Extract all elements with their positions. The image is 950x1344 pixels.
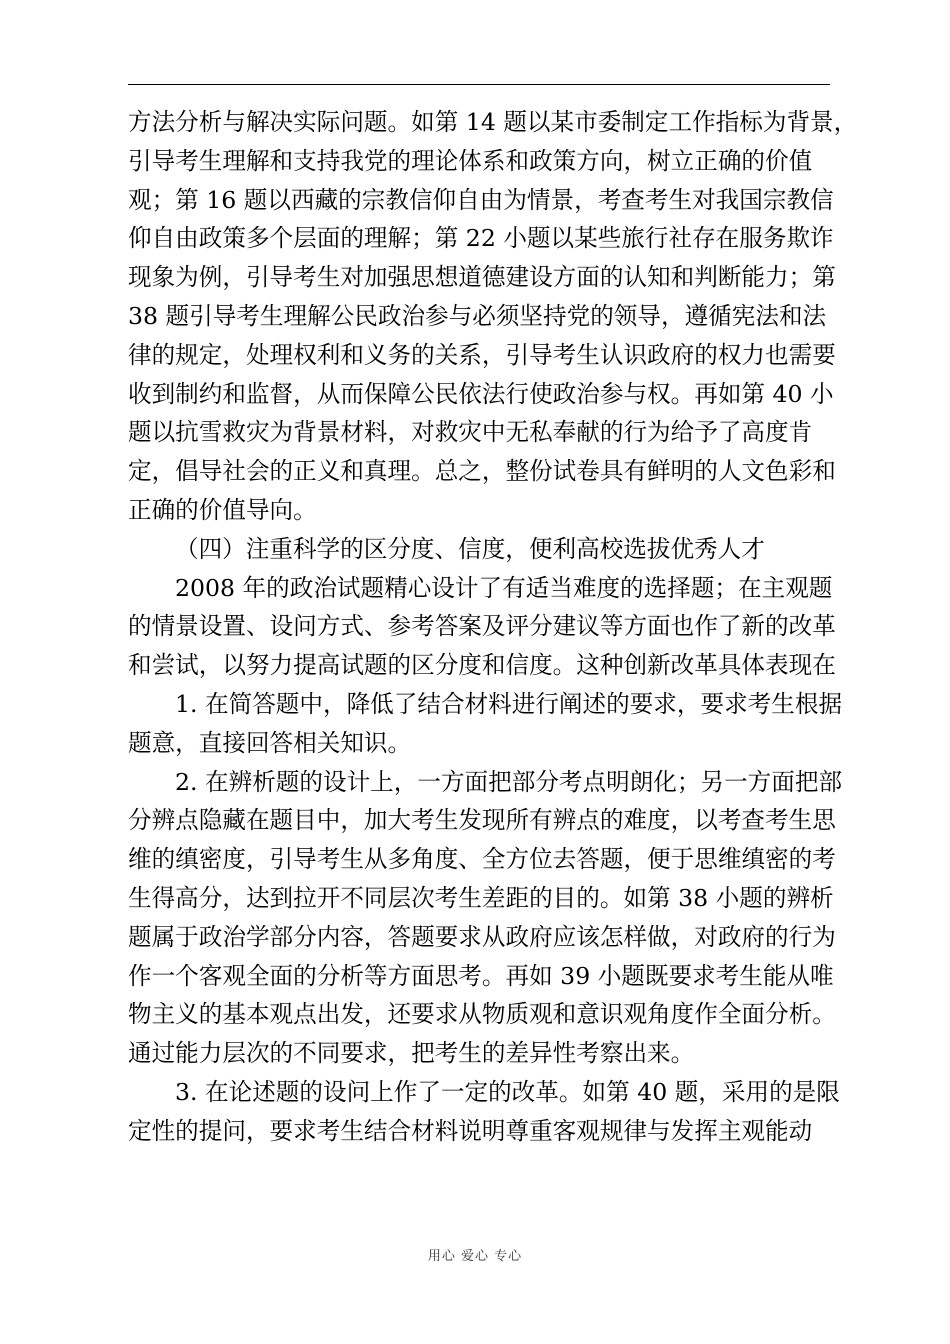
paragraph-line: 律的规定，处理权利和义务的关系，引导考生认识政府的权力也需要 [128,340,836,369]
document-body [128,103,858,1151]
paragraph-line: 2008 年的政治试题精心设计了有适当难度的选择题；在主观题 [175,573,833,602]
list-item-line: 通过能力层次的不同要求，把考生的差异性考察出来。 [128,1039,695,1068]
list-item-line: 题意，直接回答相关知识。 [128,728,412,757]
paragraph-line: 定，倡导社会的正义和真理。总之，整份试卷具有鲜明的人文色彩和 [128,457,836,486]
page-footer: 用心 爱心 专心 [427,1249,523,1264]
paragraph-line: 观；第 16 题以西藏的宗教信仰自由为情景，考查考生对我国宗教信 [128,185,834,214]
list-item-line: 维的缜密度，引导考生从多角度、全方位去答题，便于思维缜密的考 [128,845,836,874]
paragraph-line: 收到制约和监督，从而保障公民依法行使政治参与权。再如第 40 小 [128,379,834,408]
section-heading: （四）注重科学的区分度、信度，便利高校选拔优秀人才 [175,534,765,563]
list-item-line: 题属于政治学部分内容，答题要求从政府应该怎样做，对政府的行为 [128,922,836,951]
paragraph-line: 的情景设置、设问方式、参考答案及评分建议等方面也作了新的改革 [128,612,836,641]
list-item-line: 分辨点隐藏在题目中，加大考生发现所有辨点的难度，以考查考生思 [128,806,836,835]
header-rule [128,84,830,85]
paragraph-line: 和尝试，以努力提高试题的区分度和信度。这种创新改革具体表现在 [128,651,836,680]
paragraph-line: 正确的价值导向。 [128,495,317,524]
list-item-line: 物主义的基本观点出发，还要求从物质观和意识观角度作全面分析。 [128,1000,836,1029]
list-item-line: 1. 在简答题中，降低了结合材料进行阐述的要求，要求考生根据 [175,689,843,718]
list-item-line: 定性的提问，要求考生结合材料说明尊重客观规律与发挥主观能动 [128,1116,813,1145]
paragraph-line: 引导考生理解和支持我党的理论体系和政策方向，树立正确的价值 [128,146,813,175]
list-item-line: 作一个客观全面的分析等方面思考。再如 39 小题既要求考生能从唯 [128,961,834,990]
list-item-line: 2. 在辨析题的设计上，一方面把部分考点明朗化；另一方面把部 [175,767,843,796]
paragraph-line: 题以抗雪救灾为背景材料，对救灾中无私奉献的行为给予了高度肯 [128,418,813,447]
paragraph-line: 仰自由政策多个层面的理解；第 22 小题以某些旅行社存在服务欺诈 [128,224,834,253]
list-item-line: 3. 在论述题的设问上作了一定的改革。如第 40 题，采用的是限 [175,1077,840,1106]
paragraph-line: 38 题引导考生理解公民政治参与必须坚持党的领导，遵循宪法和法 [128,301,827,330]
paragraph-line: 方法分析与解决实际问题。如第 14 题以某市委制定工作指标为背景， [128,108,858,136]
list-item-line: 生得高分，达到拉开不同层次考生差距的目的。如第 38 小题的辨析 [128,883,834,912]
paragraph-line: 现象为例，引导考生对加强思想道德建设方面的认知和判断能力；第 [128,263,836,292]
